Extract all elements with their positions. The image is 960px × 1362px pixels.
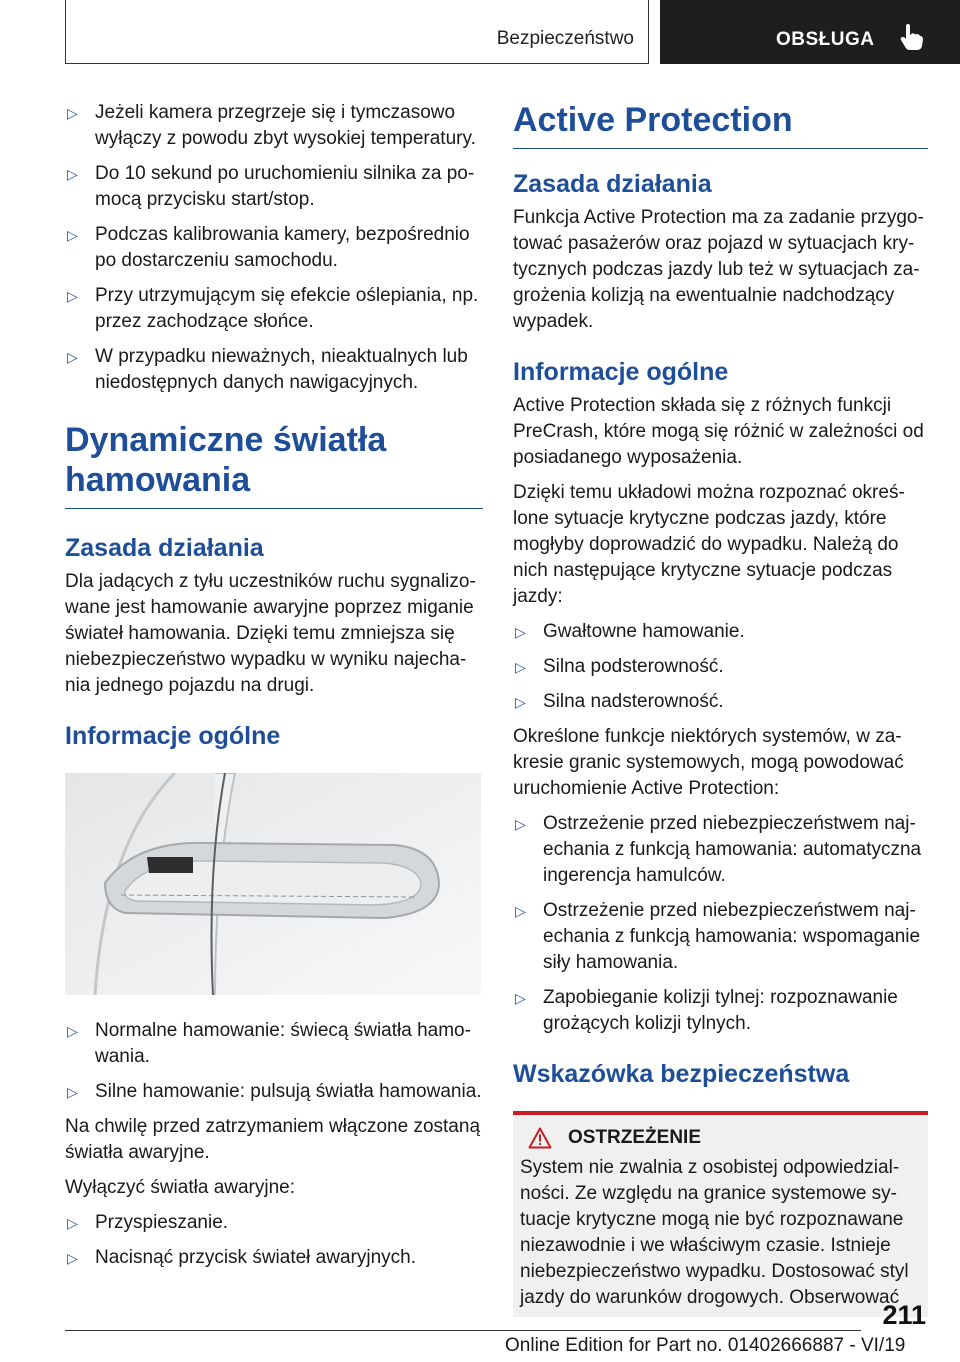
footer-divider (65, 1330, 861, 1331)
list-item: ▷ Przy utrzymującym się efekcie oślepiania, np. przez zachodzące słońce. (65, 283, 483, 335)
triangle-bullet-icon: ▷ (67, 227, 78, 243)
header-tab[interactable] (660, 0, 960, 64)
list-item: ▷ Ostrzeżenie przed niebezpieczeństwem najechania z funkcją hamowania: wspomaganie siły hamowania. (513, 898, 928, 976)
page-number: 211 (882, 1300, 926, 1330)
warning-box (513, 1111, 928, 1317)
warning-header (520, 1127, 920, 1149)
list-item: ▷ Do 10 sekund po uruchomieniu silnika za pomocą przycisku start/stop. (65, 161, 483, 213)
subheading-general: Informacje ogólne (513, 358, 729, 386)
list-item: ▷ Gwałtowne hamowanie. (513, 619, 928, 645)
general-paragraph-1: Active Protection składa się z różnych funkcji PreCrash, które mogą się różnić w zależności od posiadanego wyposażenia. (513, 395, 924, 468)
triangle-bullet-icon: ▷ (67, 166, 78, 182)
triangle-bullet-icon: ▷ (67, 105, 78, 121)
list-item: ▷ Ostrzeżenie przed niebezpieczeństwem najechania z funkcją hamowania: automatyczna ingerencja hamulców. (513, 811, 928, 889)
triangle-bullet-icon: ▷ (515, 659, 526, 675)
triangle-bullet-icon: ▷ (67, 1215, 78, 1231)
triangle-bullet-icon: ▷ (515, 903, 526, 919)
header-section-box (65, 0, 649, 64)
list-item: ▷ Przyspieszanie. (65, 1210, 483, 1236)
hazard-lights-paragraph: Na chwilę przed zatrzymaniem włączone zostaną światła awaryjne. (65, 1116, 481, 1163)
list-item: ▷ Silna podsterowność. (513, 654, 928, 680)
triangle-bullet-icon: ▷ (67, 1084, 78, 1100)
warning-triangle-icon (528, 1127, 552, 1149)
triangle-bullet-icon: ▷ (515, 990, 526, 1006)
principle-paragraph: Dla jadących z tyłu uczestników ruchu sygnalizowane jest hamowanie awaryjne poprzez miganie świateł hamowania. Dzięki temu zmniejsza się niebezpieczeństwo wypadku w wyniku najechania jednego pojazdu na drugi. (65, 571, 476, 696)
subheading-principle: Zasada działania (513, 170, 712, 198)
triangle-bullet-icon: ▷ (515, 816, 526, 832)
subheading-principle: Zasada działania (65, 534, 264, 562)
left-column (65, 100, 483, 1280)
triangle-bullet-icon: ▷ (67, 288, 78, 304)
list-item: ▷ Silne hamowanie: pulsują światła hamowania. (65, 1079, 483, 1105)
triangle-bullet-icon: ▷ (67, 1023, 78, 1039)
general-paragraph-3: Określone funkcje niektórych systemów, w zakresie granic systemowych, mogą powodować uruchomienie Active Protection: (513, 726, 904, 799)
triangle-bullet-icon: ▷ (67, 1250, 78, 1266)
section-title-active-protection: Active Protection (513, 100, 928, 149)
list-item: ▷ Nacisnąć przycisk świateł awaryjnych. (65, 1245, 483, 1271)
triangle-bullet-icon: ▷ (515, 624, 526, 640)
subheading-general: Informacje ogólne (65, 722, 281, 750)
list-item: ▷ Normalne hamowanie: świecą światła hamowania. (65, 1018, 483, 1070)
triangle-bullet-icon: ▷ (515, 694, 526, 710)
subheading-safety: Wskazówka bezpieczeństwa (513, 1060, 850, 1088)
list-item: ▷ Silna nadsterowność. (513, 689, 928, 715)
header-tab-label: OBSŁUGA (776, 29, 875, 50)
hand-pointer-icon (896, 22, 926, 52)
list-item: ▷ W przypadku nieważnych, nieaktualnych lub niedostępnych danych nawigacyjnych. (65, 344, 483, 396)
footer-edition: Online Edition for Part no. 01402666887 - VI/19 (505, 1335, 906, 1356)
warning-title: OSTRZEŻENIE (568, 1127, 702, 1148)
section-title-brake-lights: Dynamiczne światła hamowania (65, 420, 483, 509)
general-paragraph-2: Dzięki temu układowi można rozpoznać określone sytuacje krytyczne podczas jazdy, które mogłyby doprowadzić do wypadku. Należą do nich następujące krytyczne sytuacje podczas jazdy: (513, 482, 905, 607)
list-item: ▷ Jeżeli kamera przegrzeje się i tymczasowo wyłączy z powodu zbyt wysokiej temperatury. (65, 100, 483, 152)
list-item: ▷ Podczas kalibrowania kamery, bezpośrednio po dostarczeniu samochodu. (65, 222, 483, 274)
warning-text: System nie zwalnia z osobistej odpowiedzialności. Ze względu na granice systemowe sytuacje krytyczne mogą nie być rozpoznawane niezawodnie i we właściwym czasie. Istnieje niebezpieczeństwo wypadku. Dostosować styl jazdy do warunków drogowych. Obserwować (520, 1157, 909, 1308)
brake-light-illustration (65, 773, 481, 995)
principle-paragraph: Funkcja Active Protection ma za zadanie przygotować pasażerów oraz pojazd w sytuacjach krytycznych podczas jazdy lub też w sytuacjach zagrożenia kolizją na ewentualnie nadchodzący wypadek. (513, 207, 924, 332)
right-column (513, 100, 928, 1317)
hazard-off-paragraph: Wyłączyć światła awaryjne: (65, 1177, 296, 1198)
list-item: ▷ Zapobieganie kolizji tylnej: rozpoznawanie grożących kolizji tylnych. (513, 985, 928, 1037)
header-section-title: Bezpieczeństwo (496, 28, 634, 49)
triangle-bullet-icon: ▷ (67, 349, 78, 365)
